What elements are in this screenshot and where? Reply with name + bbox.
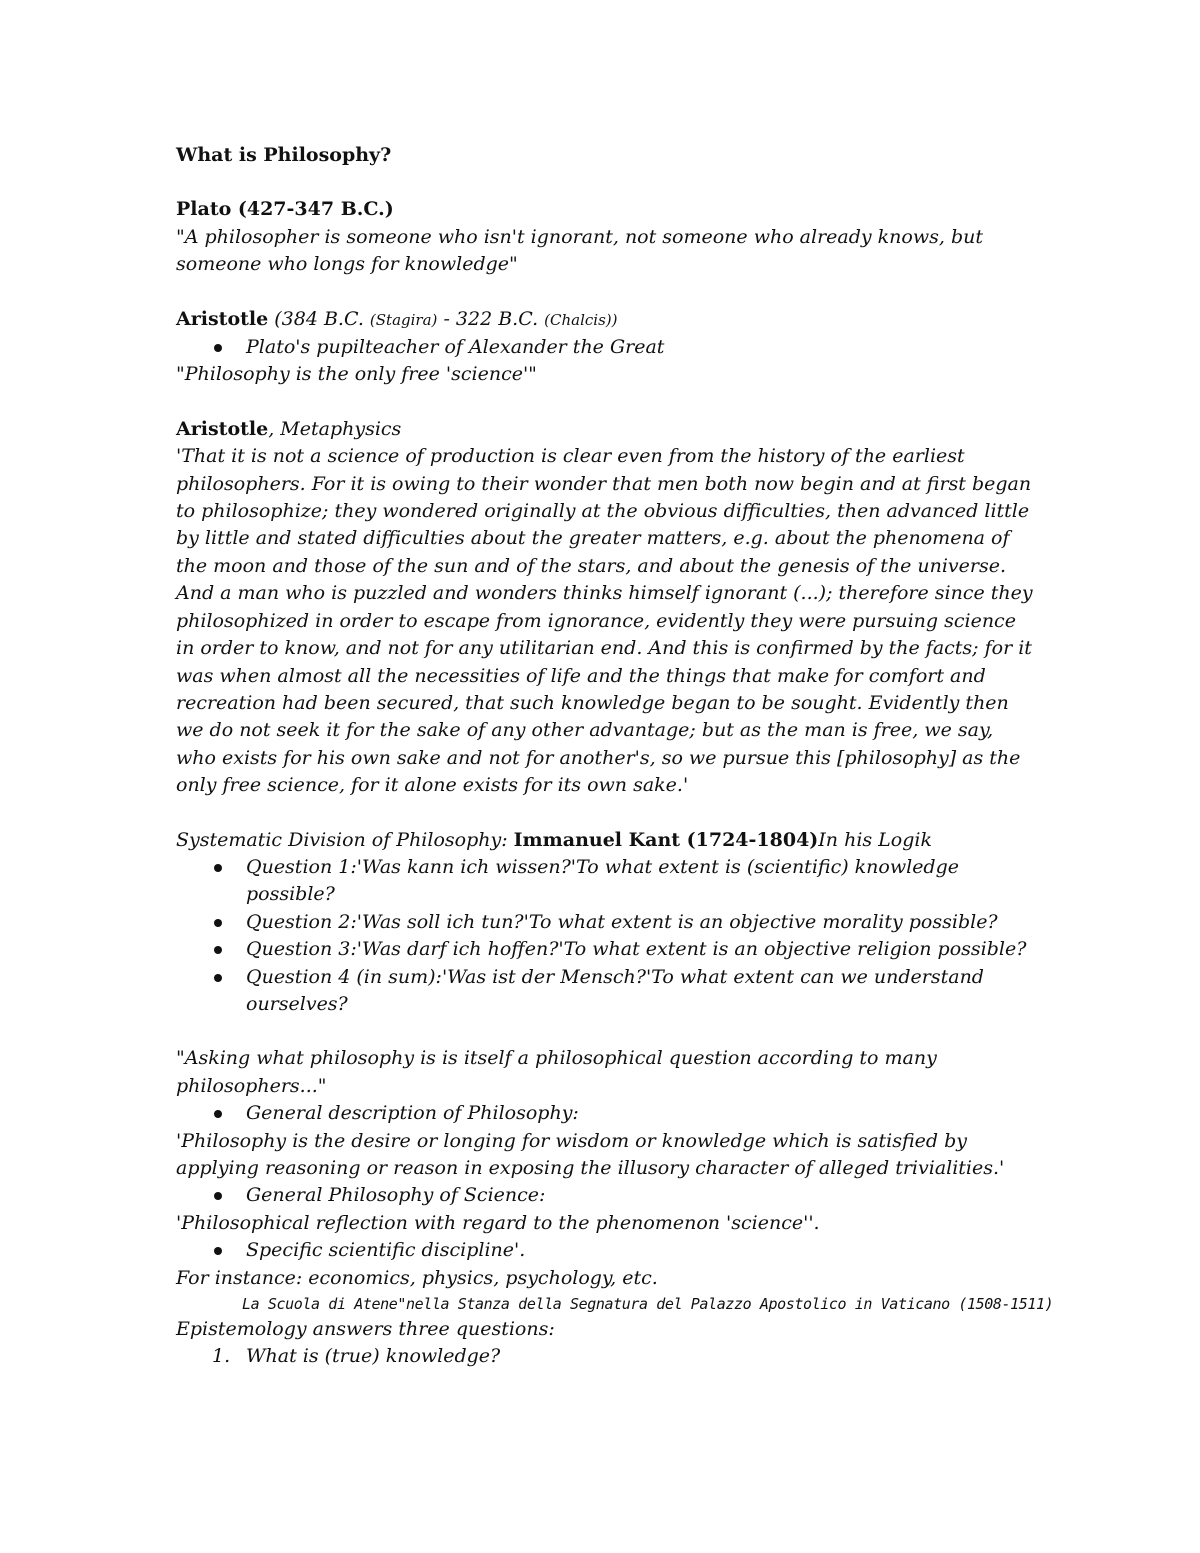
general-text-2: 'Philosophical reflection with regard to the phenomenon 'science''. bbox=[176, 1211, 820, 1234]
list-item bbox=[176, 1182, 1036, 1209]
metaphysics-work: , Metaphysics bbox=[268, 417, 402, 440]
bullet-icon bbox=[214, 919, 222, 927]
kant-question-2: Question 2:'Was soll ich tun?'To what extent is an objective morality possible? bbox=[246, 910, 998, 933]
list-item bbox=[176, 1100, 1036, 1127]
bullet-icon bbox=[214, 344, 222, 352]
aristotle-deathplace: (Chalcis)) bbox=[544, 310, 618, 329]
list-item-text: Plato's pupilteacher of Alexander the Great bbox=[246, 336, 665, 359]
kant-heading bbox=[176, 827, 1036, 854]
bullet-icon bbox=[214, 864, 222, 872]
general-bullet-3: Specific scientific discipline'. bbox=[246, 1239, 526, 1262]
list-item bbox=[176, 936, 1036, 963]
list-item bbox=[176, 854, 1036, 909]
aristotle-birthplace: (Stagira) bbox=[369, 310, 438, 329]
spacer bbox=[176, 1018, 1036, 1045]
kant-question-1: Question 1:'Was kann ich wissen?'To what extent is (scientific) knowledge possible? bbox=[246, 855, 960, 906]
aristotle-quote: "Philosophy is the only free 'science'" bbox=[176, 363, 537, 386]
kant-question-4: Question 4 (in sum):'Was ist der Mensch?'To what extent can we understand ourselves? bbox=[246, 965, 984, 1015]
image-caption: La Scuola di Atene"nella Stanza della Segnatura del Palazzo Apostolico in Vaticano (1508-1511) bbox=[242, 1295, 1054, 1314]
plato-heading: Plato (427-347 B.C.) bbox=[176, 198, 394, 221]
general-quote: "Asking what philosophy is is itself a philosophical question according to many philosophers..." bbox=[176, 1047, 937, 1097]
aristotle-name: Aristotle bbox=[176, 307, 269, 330]
bullet-icon bbox=[214, 1192, 222, 1200]
spacer bbox=[176, 279, 1036, 306]
metaphysics-heading bbox=[176, 416, 1036, 443]
list-item bbox=[176, 1237, 1036, 1264]
list-item-text: What is (true) knowledge? bbox=[246, 1345, 501, 1368]
aristotle-dates-end: - 322 B.C. bbox=[443, 307, 539, 330]
list-item bbox=[176, 964, 1036, 1019]
general-bullet-1: General description of Philosophy: bbox=[246, 1102, 579, 1125]
spacer bbox=[176, 169, 1036, 196]
metaphysics-quote: 'That it is not a science of production is clear even from the history of the earliest philosophers. For it is owing to their wonder that men both now begin and at first began to philosophize; they wondered originally at the obvious difficulties, then advanced little by little and stated difficulties about the greater matters, e.g. about the phenomena of the moon and those of the sun and of the stars, and about the genesis of the universe. And a man who is puzzled and wonders thinks himself ignorant (...); therefore since they philosophized in order to escape from ignorance, evidently they were pursuing science in order to know, and not for any utilitarian end. And this is confirmed by the facts; for it was when almost all the necessities of life and the things that make for comfort and recreation had been secured, that such knowledge began to be sought. Evidently then we do not seek it for the sake of any other advantage; but as the man is free, we say, who exists for his own sake and not for another's, so we pursue this [philosophy] as the only free science, for it alone exists for its own sake.' bbox=[176, 445, 1033, 797]
general-text-3: For instance: economics, physics, psychology, etc. bbox=[176, 1266, 658, 1289]
list-number: 1. bbox=[212, 1345, 231, 1368]
general-text-1: 'Philosophy is the desire or longing for wisdom or knowledge which is satisfied by applying reasoning or reason in exposing the illusory character of alleged trivialities.' bbox=[176, 1129, 1005, 1179]
metaphysics-author: Aristotle bbox=[176, 417, 269, 440]
kant-source: In his Logik bbox=[818, 828, 932, 851]
bullet-icon bbox=[214, 974, 222, 982]
kant-name: Immanuel Kant (1724-1804) bbox=[513, 828, 819, 851]
bullet-icon bbox=[214, 946, 222, 954]
bullet-icon bbox=[214, 1110, 222, 1118]
page-title: What is Philosophy? bbox=[176, 144, 392, 166]
kant-intro: Systematic Division of Philosophy: bbox=[176, 828, 514, 851]
spacer bbox=[176, 800, 1036, 827]
document-body bbox=[176, 142, 1054, 1371]
aristotle-dates-start: (384 B.C. bbox=[274, 307, 364, 330]
list-item bbox=[176, 1343, 1036, 1370]
kant-question-3: Question 3:'Was darf ich hoffen?'To what extent is an objective religion possible? bbox=[246, 938, 1027, 961]
spacer bbox=[176, 389, 1036, 416]
aristotle-heading bbox=[176, 306, 1036, 334]
plato-quote: "A philosopher is someone who isn't ignorant, not someone who already knows, but someone who longs for knowledge" bbox=[176, 225, 983, 276]
general-bullet-2: General Philosophy of Science: bbox=[246, 1184, 546, 1207]
epistemology-intro: Epistemology answers three questions: bbox=[176, 1318, 555, 1341]
list-item bbox=[176, 334, 1036, 361]
list-item bbox=[176, 909, 1036, 936]
bullet-icon bbox=[214, 1247, 222, 1255]
